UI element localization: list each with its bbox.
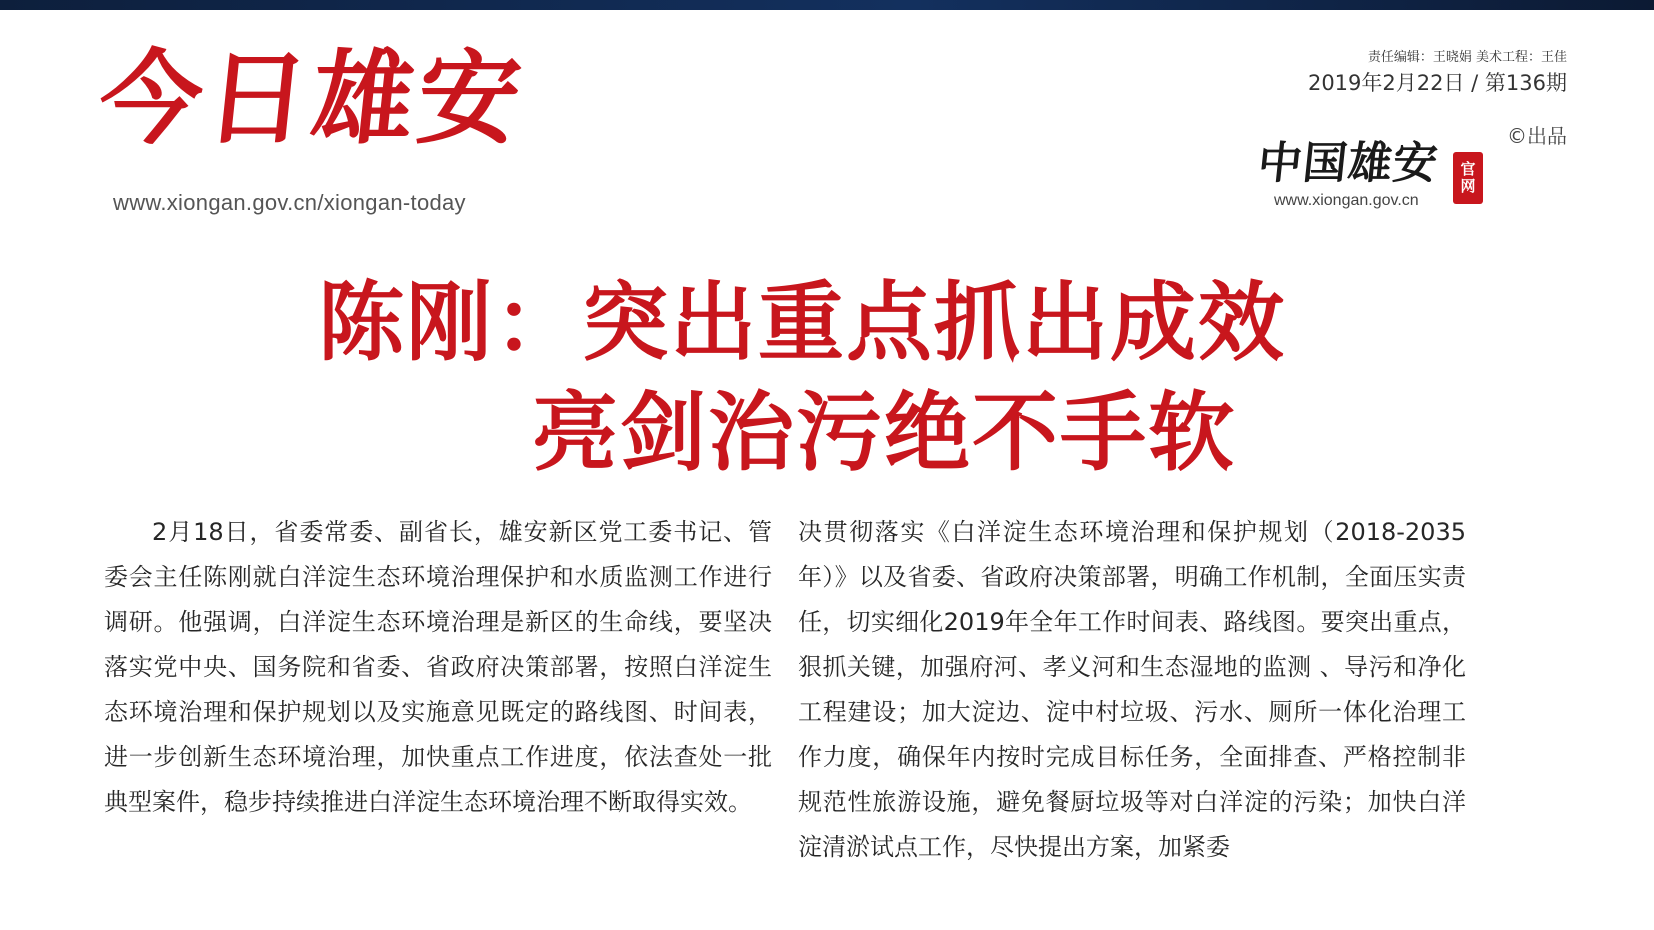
official-site-logo (1255, 138, 1488, 215)
masthead-url[interactable]: www.xiongan.gov.cn/xiongan-today (113, 190, 466, 215)
producer-label: ©出品 (1507, 124, 1567, 148)
seal-char-top: 官 (1460, 159, 1476, 178)
headline-line-1: 陈刚：突出重点抓出成效 (318, 272, 1286, 373)
article-column-left (104, 510, 772, 825)
seal-char-bottom: 网 (1460, 177, 1476, 195)
top-banner-bar (0, 0, 1654, 10)
official-seal-icon (1453, 152, 1483, 204)
headline-line-2: 亮剑治污绝不手软 (532, 382, 1236, 483)
article-paragraph-continued: 决贯彻落实《白洋淀生态环境治理和保护规划（2018-2035年）》以及省委、省政府决策部署，明确工作机制，全面压实责任，切实细化2019年全年工作时间表、路线图。要突出重点，狠抓关键，加强府河、孝义河和生态湿地的监测 、导污和净化工程建设；加大淀边、淀中村垃圾、污水、厕所一体化治理工作力度，确保年内按时完成目标任务，全面排查、严格控制非规范性旅游设施，避免餐厨垃圾等对白洋淀的污染；加快白洋淀清淤试点工作，尽快提出方案，加紧委 (798, 518, 1466, 861)
official-logo-url[interactable]: www.xiongan.gov.cn (1274, 192, 1419, 209)
article-paragraph: 2月18日，省委常委、副省长，雄安新区党工委书记、管委会主任陈刚就白洋淀生态环境治理保护和水质监测工作进行调研。他强调，白洋淀生态环境治理是新区的生命线，要坚决落实党中央、国务院和省委、省政府决策部署，按照白洋淀生态环境治理和保护规划以及实施意见既定的路线图、时间表，进一步创新生态环境治理，加快重点工作进度，依法查处一批典型案件，稳步持续推进白洋淀生态环境治理不断取得实效。 (104, 518, 772, 816)
official-logo-name: 中国雄安 (1255, 138, 1441, 189)
issue-credits: 责任编辑：王晓娟 美术工程：王佳 (1367, 50, 1567, 65)
masthead-title: 今日雄安 (93, 39, 531, 159)
issue-date: 2019年2月22日 / 第136期 (1307, 71, 1567, 95)
article-column-right (798, 510, 1466, 870)
